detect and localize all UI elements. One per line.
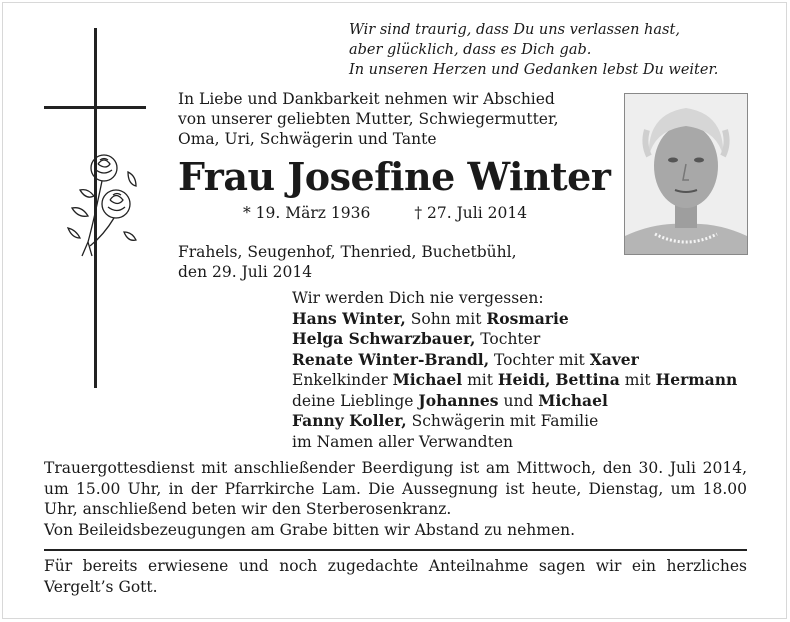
mourner-name: Renate Winter-Brandl,: [292, 349, 490, 369]
portrait-photo: [624, 93, 748, 255]
mourners-list: [292, 288, 737, 452]
intro-line: Oma, Uri, Schwägerin und Tante: [178, 130, 437, 148]
mourner-relation: Enkelkinder: [292, 371, 393, 389]
mourner-name: Fanny Koller,: [292, 411, 407, 430]
mourner-name: Hermann: [655, 370, 738, 389]
death-date: † 27. Juli 2014: [414, 204, 528, 222]
mourners-heading: Wir werden Dich nie vergessen:: [292, 289, 544, 307]
place-line: Frahels, Seugenhof, Thenried, Buchetbühl,: [178, 243, 517, 261]
mourner-name: Helga Schwarzbauer,: [292, 329, 476, 348]
mourner-relation: mit: [619, 371, 656, 389]
place-and-date: [178, 242, 517, 282]
mourner-line: [292, 329, 737, 350]
mourner-relation: Tochter: [475, 330, 541, 348]
mourner-line: [292, 309, 737, 330]
mourner-relation: Tochter mit: [489, 350, 590, 369]
mourner-name: Rosmarie: [486, 308, 569, 328]
intro-text: [178, 89, 608, 149]
mourner-line: [292, 391, 737, 412]
mourner-name: Bettina: [555, 370, 620, 389]
intro-line: von unserer geliebten Mutter, Schwiegermutter,: [178, 110, 559, 128]
mourner-name: Xaver: [589, 349, 639, 369]
mourner-name: Johannes: [418, 390, 499, 410]
poem: [349, 20, 759, 80]
portrait-image: [625, 94, 747, 254]
mourner-name: Heidi,: [497, 370, 551, 389]
service-text: Trauergottesdienst mit anschließender Beerdigung ist am Mittwoch, den 30. Juli 2014, um 15.00 Uhr, in der Pfarrkirche Lam. Die Aussegnung ist heute, Dienstag, um 18.00 Uhr, anschließend beten wir den Sterberosenkranz.: [44, 459, 747, 518]
condolence-text: Von Beileidsbezeugungen am Grabe bitten wir Abstand zu nehmen.: [44, 520, 576, 539]
birth-date: * 19. März 1936: [243, 204, 371, 222]
mourner-relation: deine Lieblinge: [292, 391, 419, 410]
mourner-relation: und: [498, 391, 539, 410]
mourner-name: Michael: [392, 370, 463, 389]
mourner-line: [292, 370, 737, 391]
mourner-name: Hans Winter,: [292, 308, 406, 328]
mourner-relation: Schwägerin mit Familie: [406, 412, 599, 430]
life-dates: [243, 204, 527, 222]
mourner-line: im Namen aller Verwandten: [292, 432, 513, 451]
rose-icon: [58, 150, 142, 260]
deceased-name: Frau Josefine Winter: [178, 154, 611, 199]
date-line: den 29. Juli 2014: [178, 263, 313, 281]
poem-line: In unseren Herzen und Gedanken lebst Du weiter.: [349, 62, 719, 78]
mourner-line: [292, 350, 737, 371]
poem-line: aber glücklich, dass es Dich gab.: [349, 42, 592, 58]
cross-horizontal-bar: [44, 106, 146, 109]
mourner-name: Michael: [538, 390, 608, 410]
intro-line: In Liebe und Dankbarkeit nehmen wir Abschied: [178, 90, 555, 108]
divider-line: [44, 549, 747, 551]
service-info: [44, 458, 747, 540]
thanks-text: Für bereits erwiesene und noch zugedachte Anteilnahme sagen wir ein herzliches Vergelt’s Gott.: [44, 557, 747, 596]
mourner-relation: mit: [462, 371, 498, 389]
mourner-line: [292, 411, 737, 432]
poem-line: Wir sind traurig, dass Du uns verlassen hast,: [349, 22, 680, 38]
mourner-relation: Sohn mit: [405, 309, 487, 328]
